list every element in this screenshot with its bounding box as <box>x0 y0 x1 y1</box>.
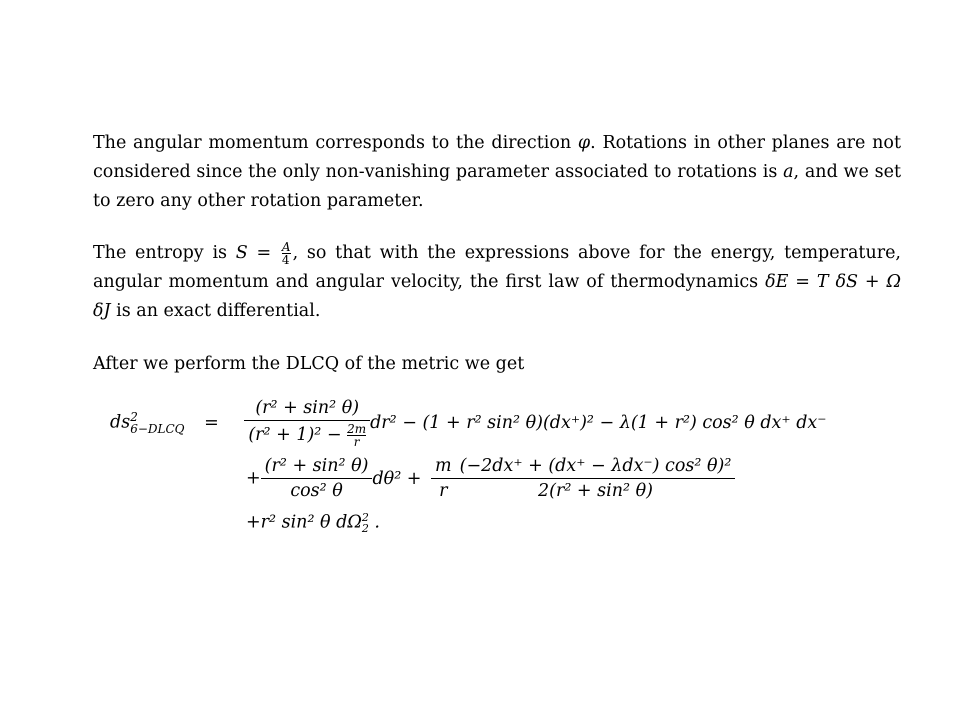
metric-lhs <box>110 411 185 435</box>
fraction-2-den: cos² θ <box>290 481 343 501</box>
sub-frac-num: 2m <box>347 422 367 436</box>
p3-text: After we perform the DLCQ of the metric we get <box>93 354 525 374</box>
entropy-fraction <box>282 241 291 266</box>
p2-text-a: The entropy is <box>93 243 236 263</box>
fraction-2 <box>261 456 373 501</box>
a-symbol: a <box>783 162 794 182</box>
fraction-1-num: (r² + sin² θ) <box>244 398 370 421</box>
fraction-1-den-main: (r² + 1)² − <box>248 425 348 445</box>
line-3-terms: +r² sin² θ dΩ <box>246 512 362 533</box>
equation-line-2 <box>246 456 735 501</box>
fraction-2-num: (r² + sin² θ) <box>261 456 373 479</box>
omega-sub: 2 <box>361 522 369 535</box>
entropy-num: A <box>281 240 291 254</box>
fraction-3-num: m <box>431 456 456 479</box>
phi-symbol: φ <box>577 133 591 153</box>
paragraph-entropy <box>72 239 901 326</box>
omega-sup: 2 <box>361 511 369 524</box>
fraction-4 <box>456 456 736 501</box>
p1-text-b: . Rotations in other planes are not considered since the only non-vanishing parameter associated to rotations is <box>93 133 901 182</box>
fraction-3-den: r <box>439 481 448 501</box>
lhs-sup: 2 <box>130 410 138 424</box>
p1-text-a: The angular momentum corresponds to the direction <box>93 133 578 153</box>
p2-text-b: , so that with the expressions above for the energy, temperature, angular momentum and angular velocity, the first law of thermodynamics <box>93 243 901 292</box>
equation-line-1 <box>110 398 827 448</box>
line-3-end: . <box>368 512 380 533</box>
lhs-sub: 6−DLCQ <box>130 422 185 436</box>
sub-frac-den: r <box>353 435 360 449</box>
p2-text-c: is an exact differential. <box>110 301 321 321</box>
line-1-terms: dr² − (1 + r² sin² θ)(dx⁺)² − λ(1 + r²) cos² θ dx⁺ dx⁻ <box>370 413 827 433</box>
entropy-den: 4 <box>281 253 290 267</box>
entropy-lhs: S = <box>235 243 280 263</box>
fraction-1-sub-frac <box>347 423 366 448</box>
omega-scripts <box>362 512 369 534</box>
fraction-4-den: 2(r² + sin² θ) <box>538 481 653 501</box>
p1-text-c: , and we set to zero any other rotation parameter. <box>93 162 901 211</box>
paragraph-angular-momentum <box>72 129 901 216</box>
fraction-3 <box>431 456 456 501</box>
first-law: δE = T δS + Ω δJ <box>93 272 901 321</box>
fraction-1 <box>244 398 370 448</box>
equation-line-3 <box>246 512 380 534</box>
equals-sign: = <box>204 413 219 433</box>
line-2-dtheta: dθ² + <box>372 468 428 489</box>
paragraph-dlcq <box>72 350 901 379</box>
plus-sign: + <box>246 468 261 489</box>
fraction-4-num: (−2dx⁺ + (dx⁺ − λdx⁻) cos² θ)² <box>456 456 736 479</box>
fraction-1-den <box>244 421 370 448</box>
lhs-ds: ds <box>110 412 131 433</box>
lhs-scripts <box>130 411 184 435</box>
